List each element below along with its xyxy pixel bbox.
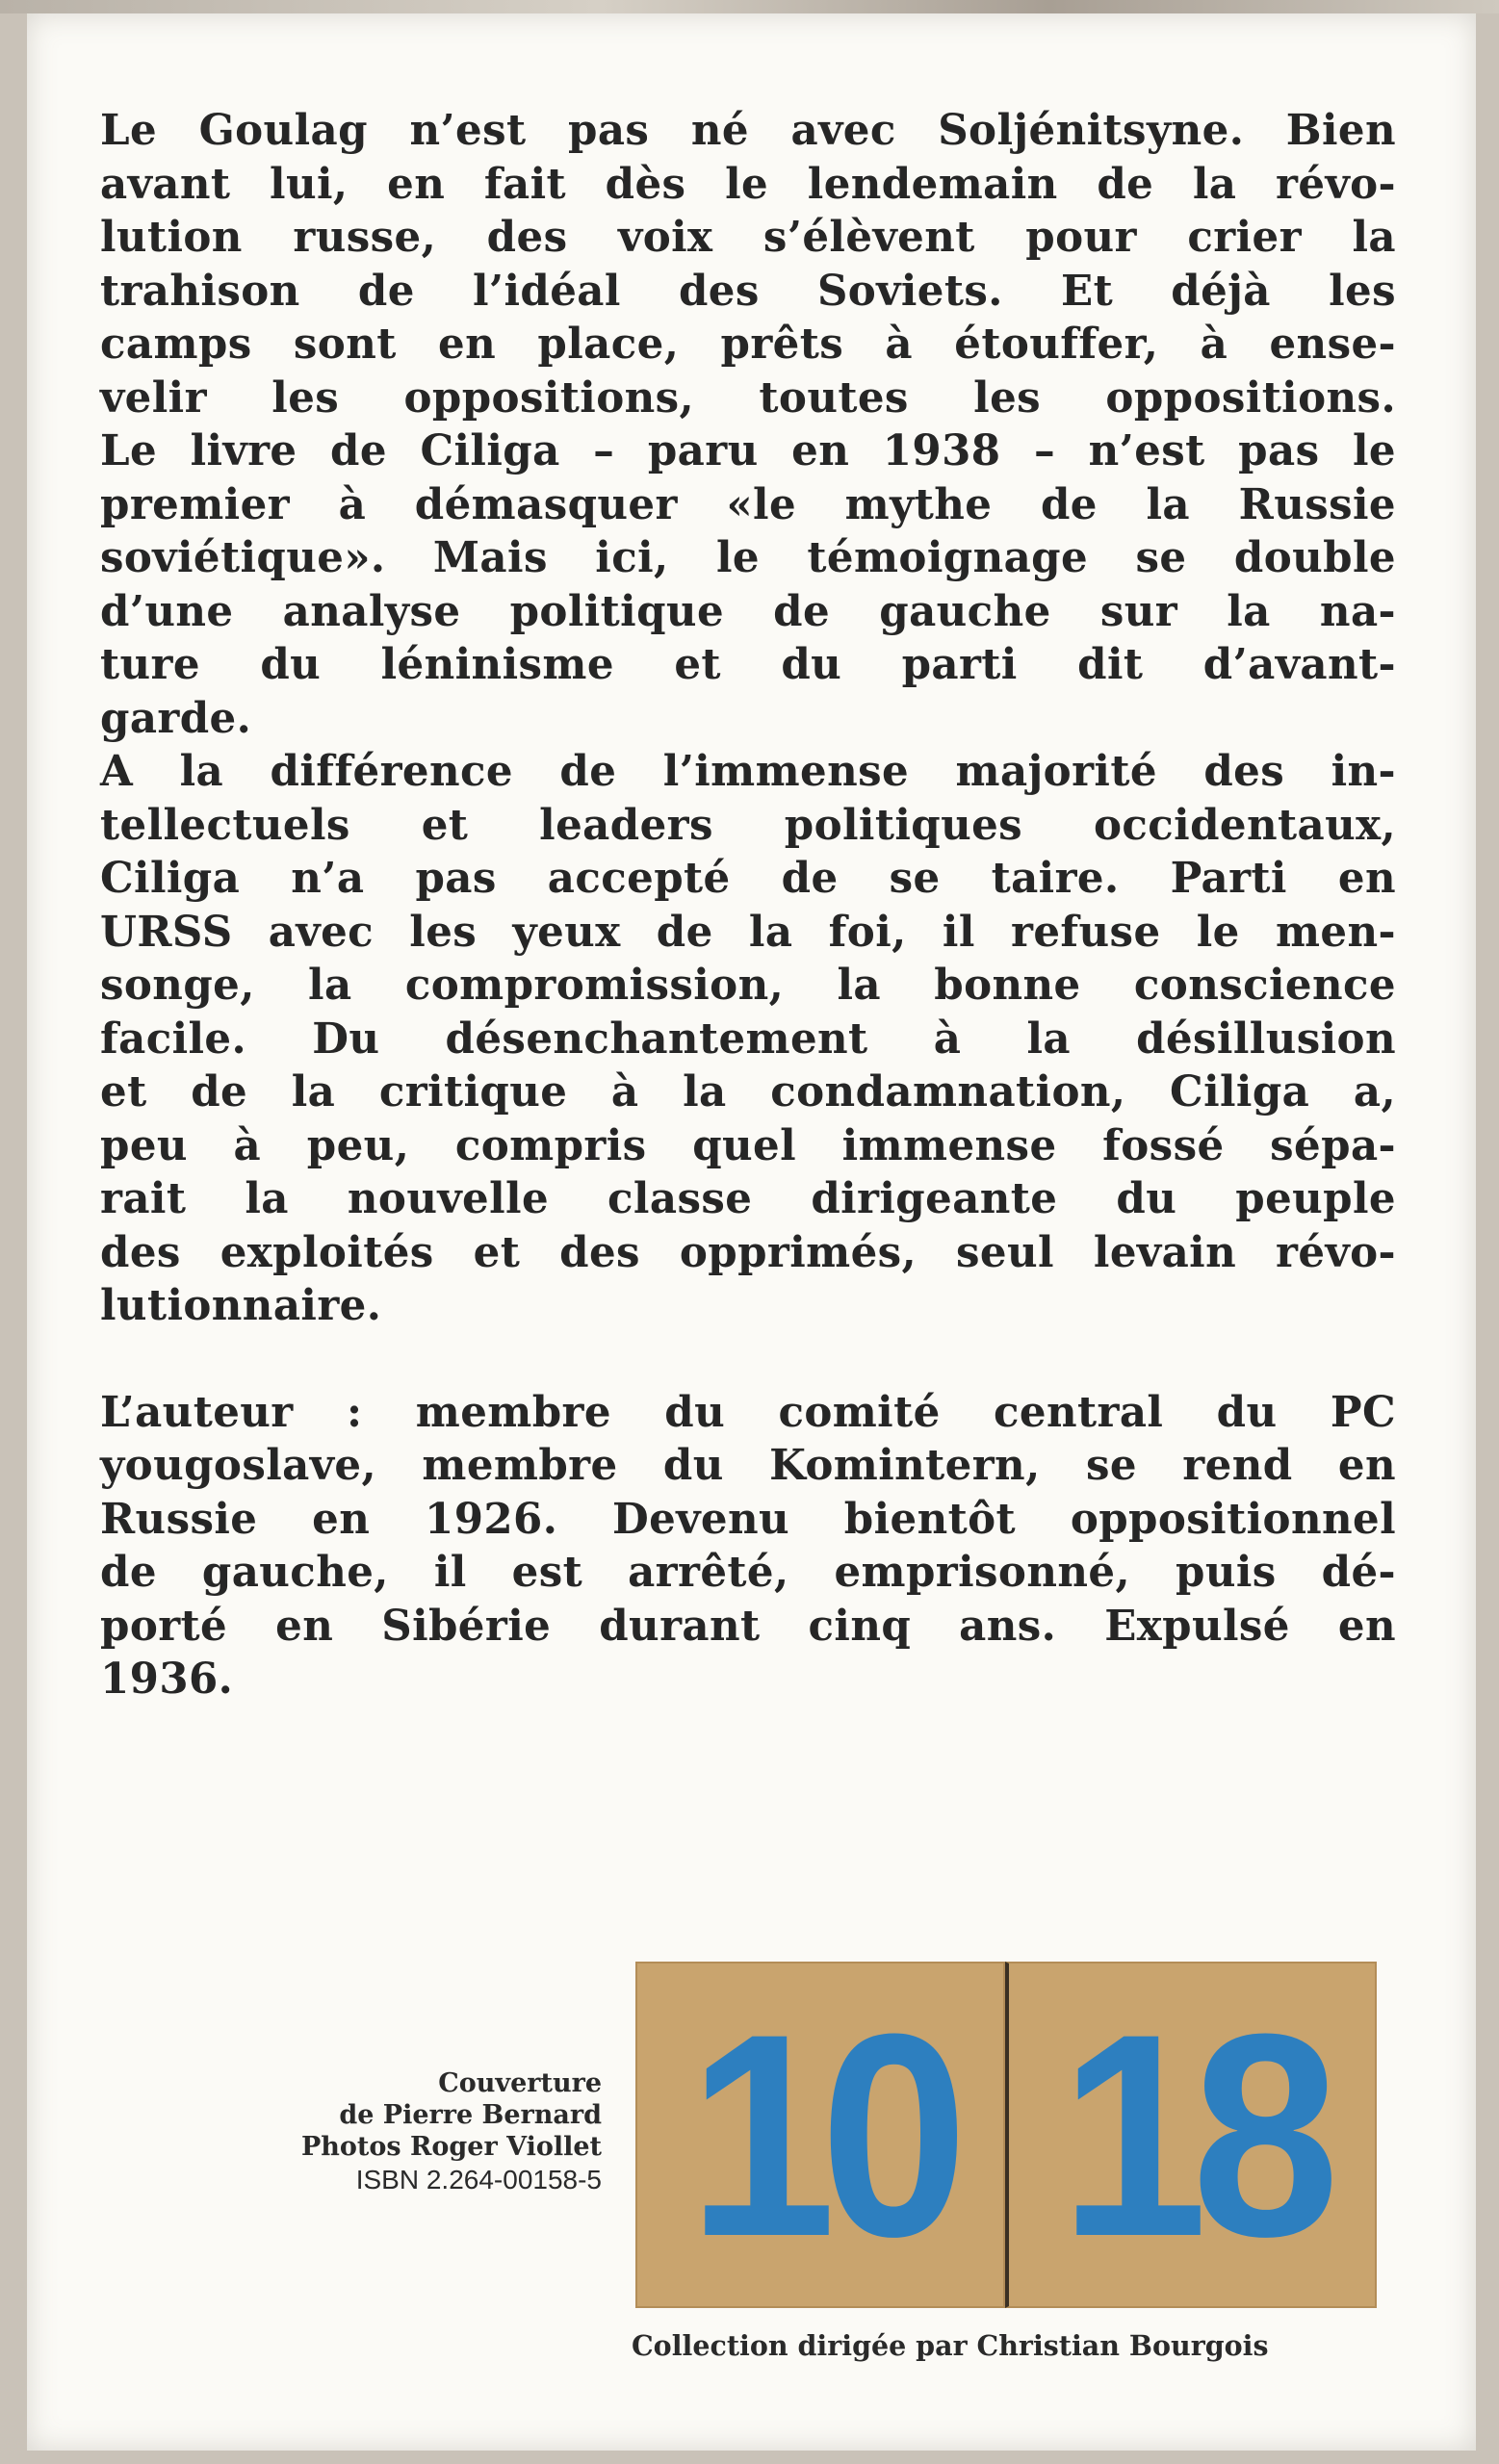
blurb-line: camps sont en place, prêts à étouffer, à ense- [100, 320, 1396, 369]
author-line: 1936. [100, 1655, 234, 1704]
author-line: Russie en 1926. Devenu bientôt oppositionnel [100, 1494, 1396, 1544]
credit-photos: Photos Roger Viollet [300, 2132, 602, 2162]
cover-top-edge [0, 0, 1499, 13]
blurb-line: facile. Du désenchantement à la désillusion [100, 1014, 1396, 1064]
logo-right-panel [1005, 1962, 1377, 2308]
blurb-line: lution russe, des voix s’élèvent pour crier la [100, 213, 1396, 262]
blurb-line: tellectuels et leaders politiques occidentaux, [100, 800, 1396, 850]
author-line: yougoslave, membre du Komintern, se rend en [100, 1441, 1396, 1490]
credit-designer: de Pierre Bernard [339, 2100, 602, 2130]
blurb-line: d’une analyse politique de gauche sur la na- [100, 586, 1396, 636]
isbn-number: ISBN 2.264-00158-5 [355, 2165, 602, 2194]
blurb-line: URSS avec les yeux de la foi, il refuse le men- [100, 907, 1396, 957]
author-line: L’auteur : membre du comité central du PC [100, 1387, 1396, 1437]
blurb-line: et de la critique à la condamnation, Ciliga a, [100, 1067, 1396, 1116]
blurb-line: lutionnaire. [100, 1281, 382, 1330]
blurb-line: rait la nouvelle classe dirigeante du peuple [100, 1174, 1396, 1223]
author-line: de gauche, il est arrêté, emprisonné, puis dé- [100, 1548, 1396, 1597]
blurb-line: Le livre de Ciliga – paru en 1938 – n’est pas le [100, 426, 1396, 475]
blurb-text [100, 104, 1396, 1707]
blurb-line: soviétique». Mais ici, le témoignage se double [100, 533, 1396, 582]
blurb-line: velir les oppositions, toutes les oppositions. [100, 372, 1396, 423]
logo-left-panel [635, 1962, 1005, 2308]
blurb-line: ture du léninisme et du parti dit d’avant- [100, 640, 1396, 689]
blurb-line: A la différence de l’immense majorité des in- [100, 747, 1396, 796]
blurb-line: trahison de l’idéal des Soviets. Et déjà les [100, 266, 1396, 316]
publisher-logo-10-18 [635, 1962, 1377, 2308]
blurb-line: peu à peu, compris quel immense fossé sépa- [100, 1120, 1396, 1170]
blurb-line: Ciliga n’a pas accepté de se taire. Parti en [100, 854, 1396, 903]
blurb-line: des exploités et des opprimés, seul levain révo- [100, 1227, 1396, 1277]
blurb-line: Le Goulag n’est pas né avec Soljénitsyne. Bien [100, 106, 1396, 155]
paragraph-gap [100, 1333, 1396, 1386]
collection-credit: Collection dirigée par Christian Bourgois [632, 2329, 1269, 2362]
blurb-line: premier à démasquer «le mythe de la Russie [100, 479, 1396, 529]
cover-credits [173, 2067, 602, 2197]
blurb-line: songe, la compromission, la bonne conscience [100, 961, 1396, 1010]
logo-number-10: 10 [688, 1973, 952, 2297]
blurb-line: garde. [100, 693, 252, 743]
author-line: porté en Sibérie durant cinq ans. Expulsé en [100, 1601, 1396, 1651]
blurb-line: avant lui, en fait dès le lendemain de la révo- [100, 159, 1396, 209]
logo-number-18: 18 [1060, 1973, 1324, 2297]
credit-cover-label: Couverture [438, 2068, 602, 2098]
